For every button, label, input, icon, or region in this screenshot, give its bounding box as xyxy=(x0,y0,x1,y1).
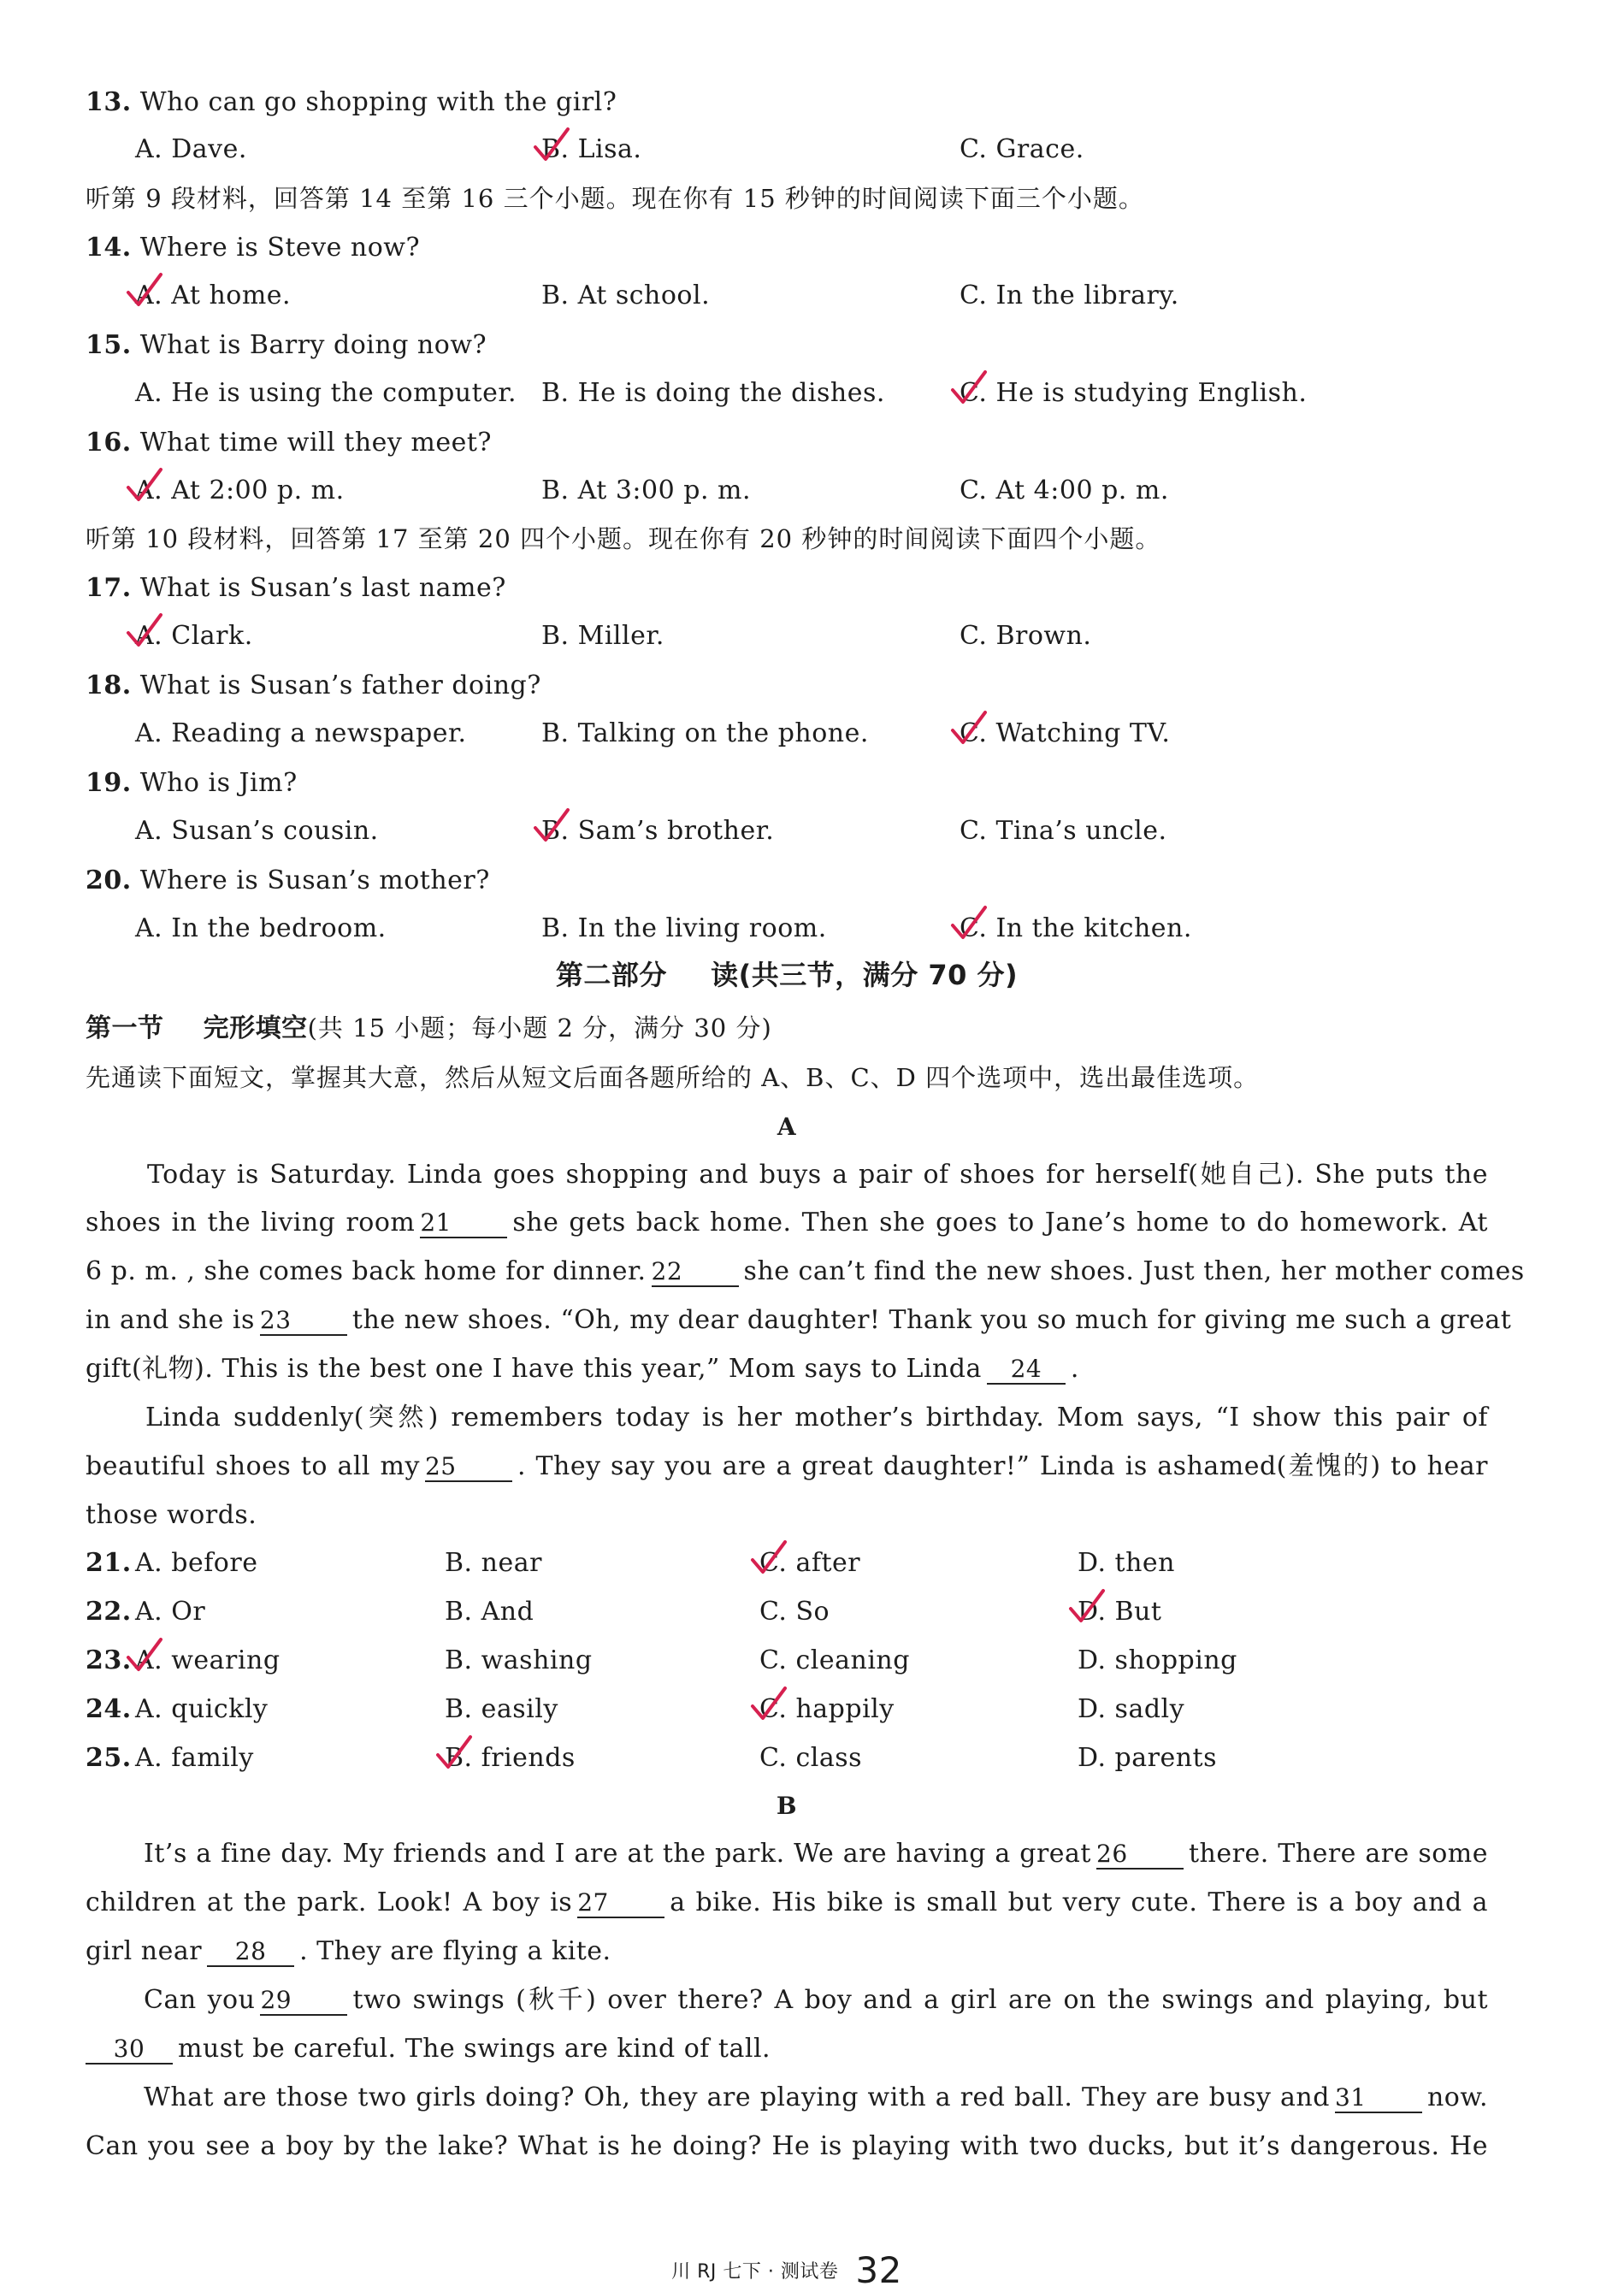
option-18-c[interactable]: C. Watching TV. xyxy=(960,718,1171,748)
question-text: What is Susan’s last name? xyxy=(139,573,506,603)
text-run: 6 p. m. , she comes back home for dinner. xyxy=(86,1256,647,1286)
check-mark-icon xyxy=(434,1734,474,1772)
text-run: Can you xyxy=(144,1985,256,2015)
option-25-a[interactable]: A. family xyxy=(135,1743,254,1773)
section-detail: (共 15 小题；每小题 2 分，满分 30 分) xyxy=(307,1013,772,1043)
passage-a-heading: A xyxy=(777,1113,797,1141)
passage-a-line-2 xyxy=(86,1206,1488,1240)
passage-a-line-6: Linda suddenly(突然) remembers today is her mother’s birthday. Mom says, “I show this pair of xyxy=(145,1403,1488,1432)
option-14-c[interactable]: C. In the library. xyxy=(960,281,1179,310)
check-mark-icon xyxy=(949,710,989,747)
option-16-b[interactable]: B. At 3:00 p. m. xyxy=(541,476,752,505)
option-23-a[interactable]: A. wearing xyxy=(135,1645,281,1675)
text-run: she can’t find the new shoes. Just then, her mother comes xyxy=(743,1256,1525,1286)
question-number: 21. xyxy=(86,1548,132,1578)
question-text: Who can go shopping with the girl? xyxy=(139,87,617,117)
question-text: Where is Steve now? xyxy=(139,233,421,263)
question-number: 17. xyxy=(86,573,132,603)
question-text: What time will they meet? xyxy=(139,428,492,458)
option-25-b[interactable]: B. friends xyxy=(445,1743,576,1773)
text-run: shoes in the living room xyxy=(86,1208,416,1238)
check-mark-icon xyxy=(949,369,989,407)
text-run: in and she is xyxy=(86,1305,255,1335)
text-run: . They say you are a great daughter!” Linda is ashamed(羞愧的) to hear xyxy=(517,1451,1488,1481)
blank-27[interactable]: 27 xyxy=(577,1889,664,1918)
option-24-b[interactable]: B. easily xyxy=(445,1694,558,1724)
page-number: 32 xyxy=(855,2249,902,2291)
check-mark-icon xyxy=(125,1637,164,1675)
text-run: there. There are some xyxy=(1189,1839,1488,1869)
instruction-10: 听第 10 段材料，回答第 17 至第 20 四个小题。现在你有 20 秒钟的时间阅读下面四个小题。 xyxy=(86,524,1161,553)
option-21-d[interactable]: D. then xyxy=(1078,1548,1176,1578)
option-15-c[interactable]: C. He is studying English. xyxy=(960,378,1308,408)
passage-b-line-5 xyxy=(86,2032,771,2066)
option-15-b[interactable]: B. He is doing the dishes. xyxy=(541,378,885,408)
section-name: 完形填空 xyxy=(203,1013,308,1043)
text-run: girl near xyxy=(86,1936,203,1966)
question-15 xyxy=(86,328,487,363)
blank-26[interactable]: 26 xyxy=(1096,1840,1184,1870)
blank-28[interactable]: 28 xyxy=(207,1938,294,1967)
text-run: two swings (秋千) over there? A boy and a girl are on the swings and playing, but xyxy=(352,1985,1489,2015)
question-number: 13. xyxy=(86,87,132,117)
directions: 先通读下面短文，掌握其大意，然后从短文后面各题所给的 A、B、C、D 四个选项中，选出最佳选项。 xyxy=(86,1063,1260,1092)
question-number: 15. xyxy=(86,330,132,360)
option-22-b[interactable]: B. And xyxy=(445,1597,534,1627)
passage-b-line-7: Can you see a boy by the lake? What is he doing? He is playing with two ducks, but it’s dangerous. He xyxy=(86,2131,1488,2161)
blank-29[interactable]: 29 xyxy=(260,1987,347,2016)
choice-row-22 xyxy=(86,1595,132,1629)
blank-31[interactable]: 31 xyxy=(1335,2084,1422,2113)
text-run: children at the park. Look! A boy is xyxy=(86,1887,573,1917)
text-run: What are those two girls doing? Oh, they are playing with a red ball. They are busy and xyxy=(144,2082,1330,2112)
option-22-a[interactable]: A. Or xyxy=(135,1597,206,1627)
check-mark-icon xyxy=(532,807,571,845)
option-25-c[interactable]: C. class xyxy=(759,1743,863,1773)
footer-label: 川 RJ 七下 · 测试卷 xyxy=(671,2261,839,2283)
question-text: Where is Susan’s mother? xyxy=(139,865,490,895)
passage-a-line-7 xyxy=(86,1450,1488,1484)
option-13-c[interactable]: C. Grace. xyxy=(960,134,1084,164)
question-number: 23. xyxy=(86,1645,132,1675)
question-number: 22. xyxy=(86,1597,132,1627)
part-title xyxy=(86,956,1488,994)
option-18-b[interactable]: B. Talking on the phone. xyxy=(541,718,869,748)
question-16 xyxy=(86,426,492,460)
passage-b-line-3 xyxy=(86,1935,611,1969)
passage-b-line-2 xyxy=(86,1886,1488,1920)
blank-25[interactable]: 25 xyxy=(425,1453,512,1482)
option-19-a[interactable]: A. Susan’s cousin. xyxy=(135,816,379,846)
passage-a-line-3 xyxy=(86,1255,1525,1289)
text-run: must be careful. The swings are kind of tall. xyxy=(178,2034,771,2064)
option-17-b[interactable]: B. Miller. xyxy=(541,621,664,651)
question-17 xyxy=(86,571,506,605)
text-run: a bike. His bike is small but very cute. There is a boy and a xyxy=(670,1887,1488,1917)
blank-24[interactable]: 24 xyxy=(987,1356,1066,1385)
option-17-c[interactable]: C. Brown. xyxy=(960,621,1092,651)
instruction-9: 听第 9 段材料，回答第 14 至第 16 三个小题。现在你有 15 秒钟的时间阅读下面三个小题。 xyxy=(86,184,1144,213)
question-19 xyxy=(86,766,298,800)
question-text: What is Susan’s father doing? xyxy=(139,670,541,700)
passage-a-line-5 xyxy=(86,1352,1079,1386)
section-label: 第一节 xyxy=(86,1013,164,1043)
check-mark-icon xyxy=(749,1686,788,1723)
option-25-d[interactable]: D. parents xyxy=(1078,1743,1218,1773)
page-footer xyxy=(86,2249,1488,2291)
question-18 xyxy=(86,669,541,703)
text-run: gift(礼物). This is the best one I have this year,” Mom says to Linda xyxy=(86,1354,982,1384)
question-text: Who is Jim? xyxy=(139,768,298,798)
option-18-a[interactable]: A. Reading a newspaper. xyxy=(135,718,467,748)
text-run: It’s a fine day. My friends and I are at the park. We are having a great xyxy=(144,1839,1091,1869)
blank-23[interactable]: 23 xyxy=(260,1307,347,1336)
option-21-a[interactable]: A. before xyxy=(135,1548,258,1578)
option-13-a[interactable]: A. Dave. xyxy=(135,134,247,164)
blank-21[interactable]: 21 xyxy=(420,1209,507,1238)
check-mark-icon xyxy=(125,612,164,650)
question-number: 16. xyxy=(86,428,132,458)
option-23-c[interactable]: C. cleaning xyxy=(759,1645,910,1675)
text-run: . They are flying a kite. xyxy=(299,1936,611,1966)
question-number: 18. xyxy=(86,670,132,700)
option-15-a[interactable]: A. He is using the computer. xyxy=(135,378,517,408)
option-19-b[interactable]: B. Sam’s brother. xyxy=(541,816,775,846)
passage-a-line-1: Today is Saturday. Linda goes shopping and buys a pair of shoes for herself(她自己). She puts the xyxy=(147,1160,1488,1190)
passage-a-line-8: those words. xyxy=(86,1500,257,1530)
option-23-b[interactable]: B. washing xyxy=(445,1645,593,1675)
check-mark-icon xyxy=(749,1539,788,1577)
option-14-a[interactable]: A. At home. xyxy=(135,281,292,310)
option-21-b[interactable]: B. near xyxy=(445,1548,542,1578)
passage-b-heading: B xyxy=(776,1792,798,1820)
choice-row-21 xyxy=(86,1546,132,1580)
text-run: beautiful shoes to all my xyxy=(86,1451,420,1481)
check-mark-icon xyxy=(125,272,164,310)
choice-row-24 xyxy=(86,1692,132,1727)
text-run: now. xyxy=(1426,2082,1488,2112)
part-title-detail: 读(共三节，满分 70 分) xyxy=(711,959,1019,991)
question-number: 20. xyxy=(86,865,132,895)
question-number: 24. xyxy=(86,1694,132,1724)
question-text: What is Barry doing now? xyxy=(139,330,487,360)
blank-22[interactable]: 22 xyxy=(652,1258,739,1287)
passage-a-line-4 xyxy=(86,1303,1512,1338)
option-16-c[interactable]: C. At 4:00 p. m. xyxy=(960,476,1169,505)
part-title-main: 第二部分 xyxy=(555,959,667,991)
option-21-c[interactable]: C. after xyxy=(759,1548,861,1578)
option-14-b[interactable]: B. At school. xyxy=(541,281,711,310)
check-mark-icon xyxy=(125,467,164,505)
blank-30[interactable]: 30 xyxy=(86,2035,173,2065)
section-1-header xyxy=(86,1011,772,1046)
option-24-d[interactable]: D. sadly xyxy=(1078,1694,1185,1724)
passage-b-line-1 xyxy=(144,1837,1488,1871)
exam-page xyxy=(86,0,1525,2292)
question-number: 25. xyxy=(86,1743,132,1773)
option-19-c[interactable]: C. Tina’s uncle. xyxy=(960,816,1167,846)
check-mark-icon xyxy=(532,127,571,164)
option-20-b[interactable]: B. In the living room. xyxy=(541,913,827,943)
text-run: . xyxy=(1070,1354,1079,1384)
option-17-a[interactable]: A. Clark. xyxy=(135,621,253,651)
option-16-a[interactable]: A. At 2:00 p. m. xyxy=(135,476,345,505)
check-mark-icon xyxy=(949,905,989,942)
passage-b-line-6 xyxy=(144,2081,1488,2115)
choice-row-25 xyxy=(86,1741,132,1775)
option-24-c[interactable]: C. happily xyxy=(759,1694,895,1724)
question-13 xyxy=(86,86,617,120)
option-23-d[interactable]: D. shopping xyxy=(1078,1645,1237,1675)
passage-b-line-4 xyxy=(144,1983,1488,2017)
option-20-c[interactable]: C. In the kitchen. xyxy=(960,913,1192,943)
question-14 xyxy=(86,231,420,265)
option-22-c[interactable]: C. So xyxy=(759,1597,830,1627)
question-number: 14. xyxy=(86,233,132,263)
option-20-a[interactable]: A. In the bedroom. xyxy=(135,913,387,943)
question-20 xyxy=(86,864,490,898)
option-24-a[interactable]: A. quickly xyxy=(135,1694,269,1724)
text-run: she gets back home. Then she goes to Jane’s home to do homework. At xyxy=(512,1208,1488,1238)
text-run: the new shoes. “Oh, my dear daughter! Thank you so much for giving me such a great xyxy=(351,1305,1512,1335)
option-22-d[interactable]: D. But xyxy=(1078,1597,1162,1627)
check-mark-icon xyxy=(1067,1588,1107,1626)
option-13-b[interactable]: B. Lisa. xyxy=(541,134,642,164)
question-number: 19. xyxy=(86,768,132,798)
